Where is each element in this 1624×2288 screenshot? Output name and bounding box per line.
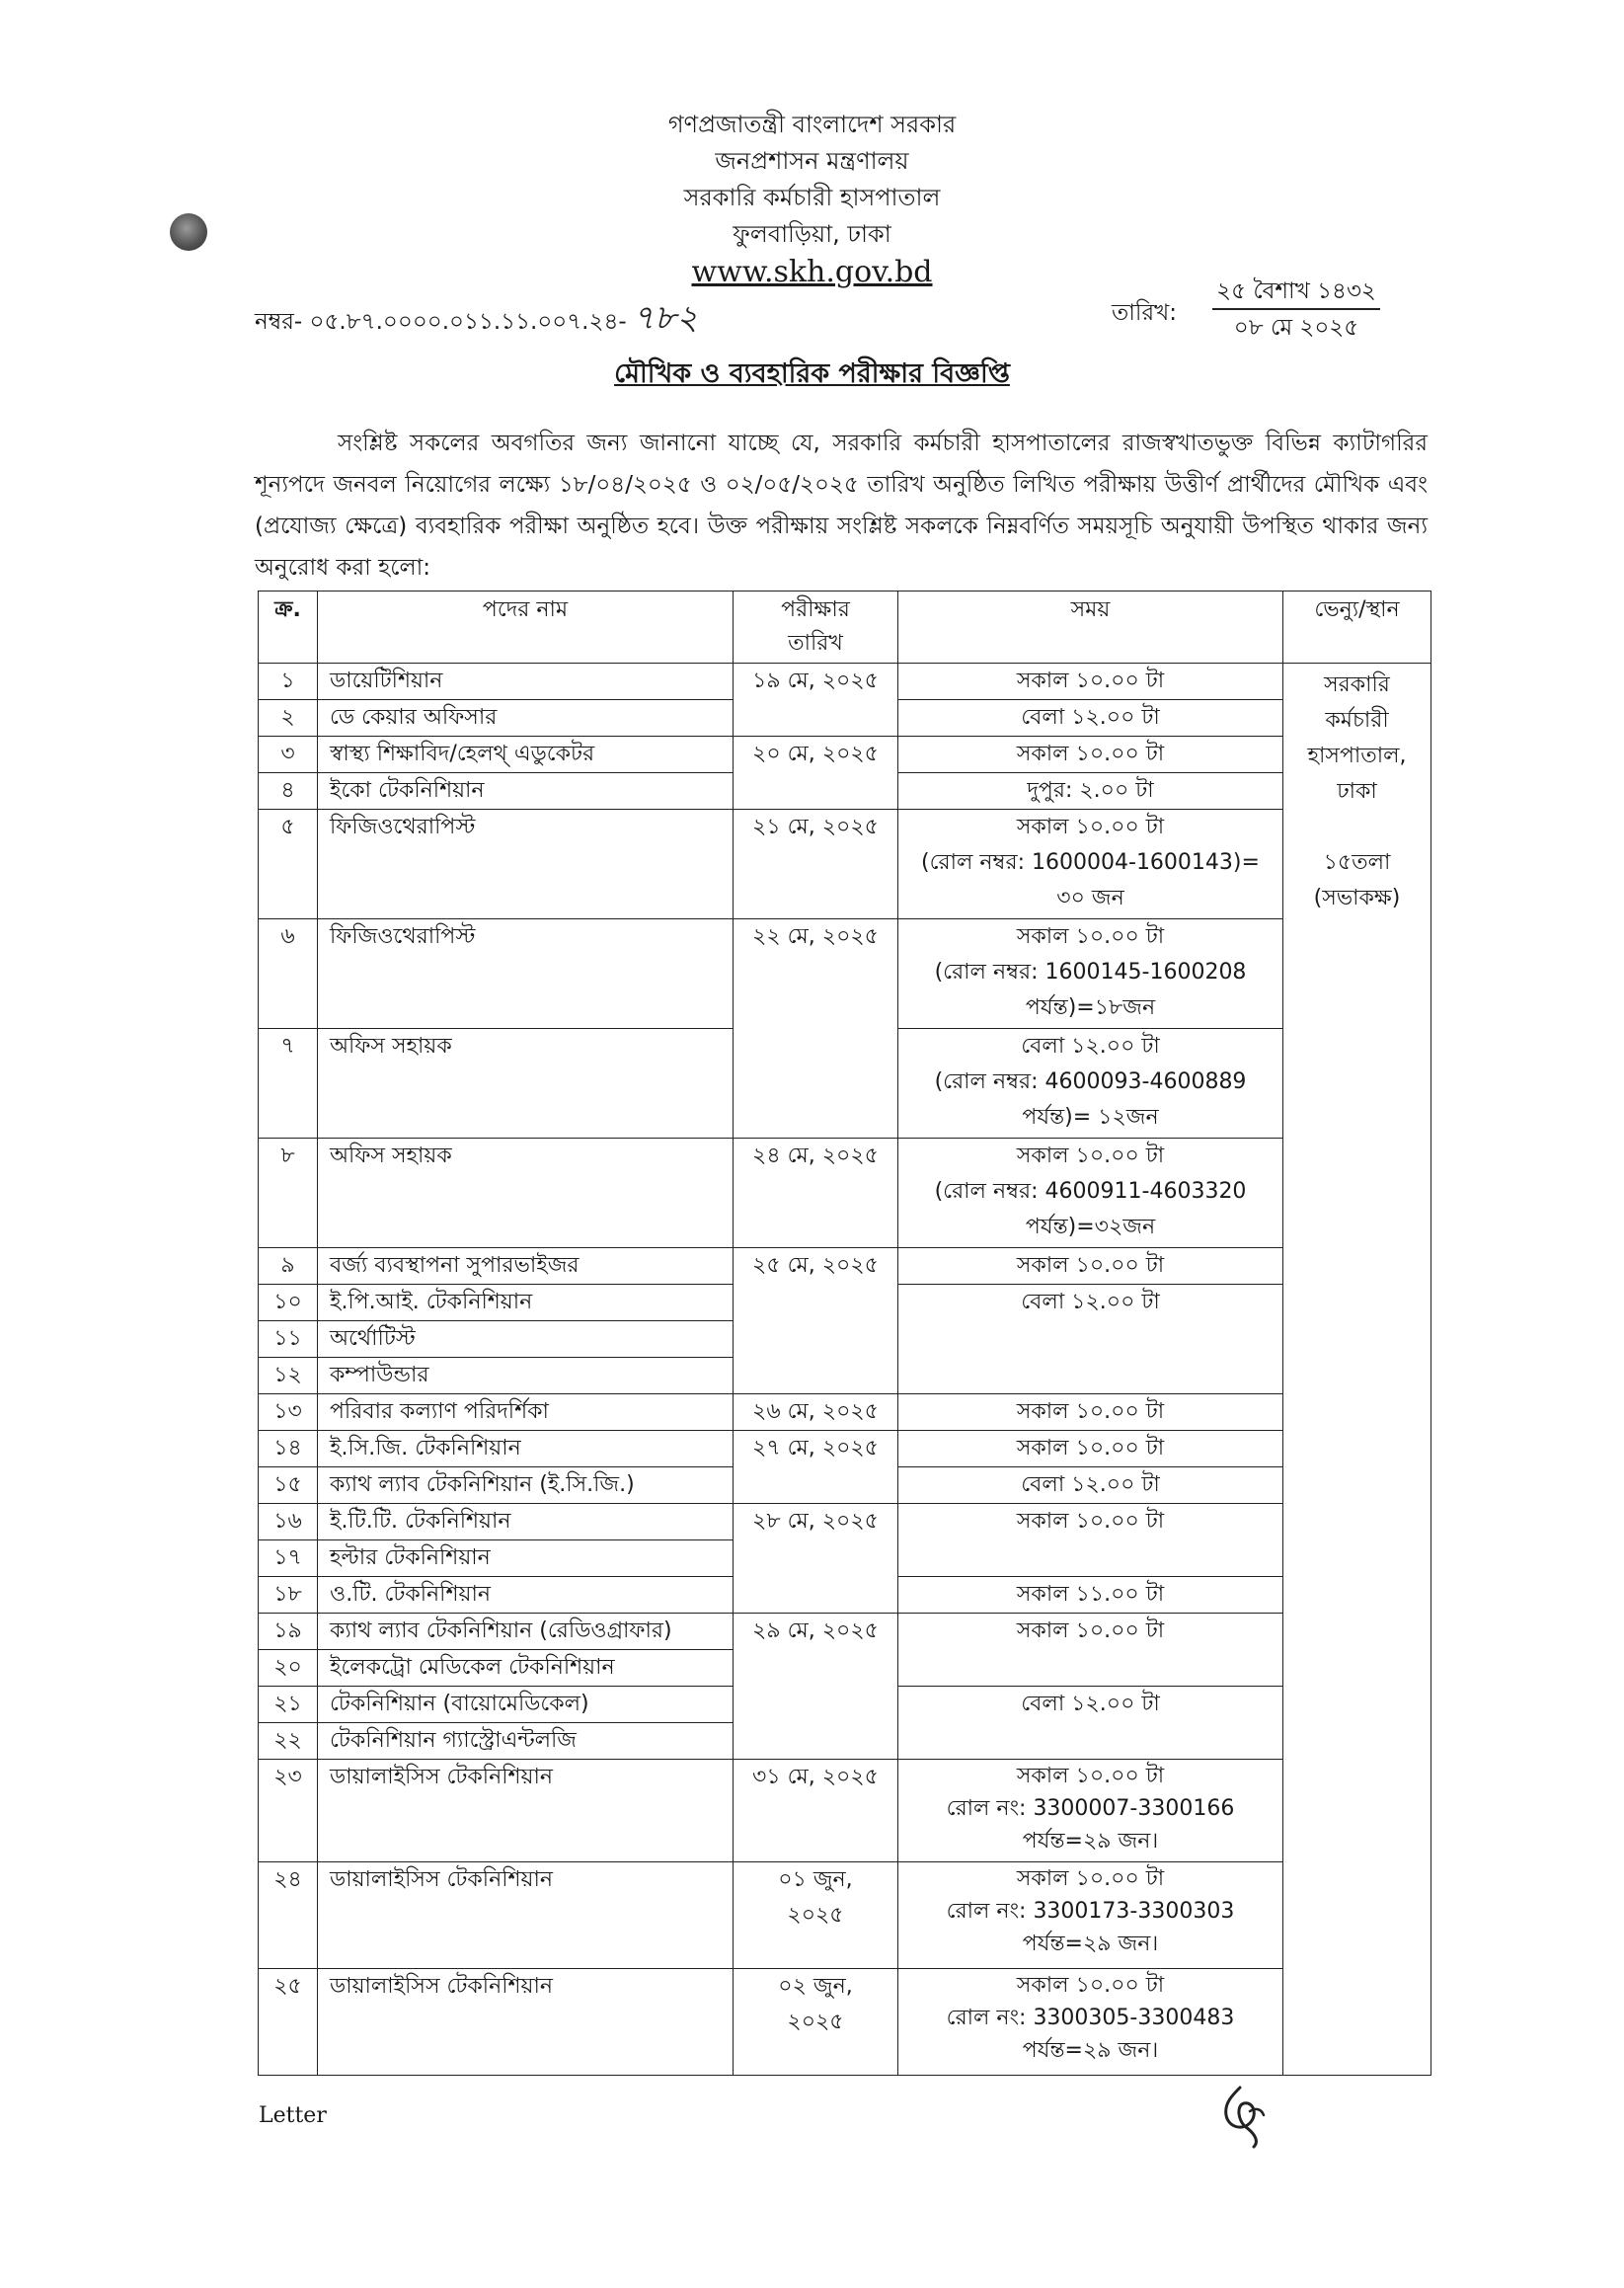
row-time: সকাল ১০.০০ টা (রোল নম্বর: 4600911-4603320 পর্যন্ত)=৩২জন: [898, 1139, 1283, 1248]
row-time: সকাল ১০.০০ টা রোল নং: 3300007-3300166 পর্যন্ত=২৯ জন।: [898, 1760, 1283, 1862]
table-row: [259, 1504, 1431, 1540]
venue-line: ১৫তলা: [1323, 850, 1391, 875]
notice-title: মৌখিক ও ব্যবহারিক পরীক্ষার বিজ্ঞপ্তি: [614, 358, 1010, 389]
row-date: ২১ মে, ২০২৫: [734, 810, 898, 919]
date-label: তারিখ:: [1112, 300, 1178, 326]
row-post: অফিস সহায়ক: [318, 1139, 734, 1248]
row-time: সকাল ১০.০০ টা: [898, 1394, 1283, 1431]
intro-text: সংশ্লিষ্ট সকলের অবগতির জন্য জানানো যাচ্ছে যে, সরকারি কর্মচারী হাসপাতালের রাজস্বখাতভুক্ত বিভিন্ন ক্যাটাগরির শূন্যপদে জনবল নিয়োগের লক্ষ্যে ১৮/০৪/২০২৫ ও ০২/০৫/২০২৫ তারিখ অনুষ্ঠিত লিখিত পরীক্ষায় উত্তীর্ণ প্রার্থীদের মৌখিক এবং (প্রযোজ্য ক্ষেত্রে) ব্যবহারিক পরীক্ষা অনুষ্ঠিত হবে। উক্ত পরীক্ষায় সংশ্লিষ্ট সকলকে নিম্নবর্ণিত সময়সূচি অনুযায়ী উপস্থিত থাকার জন্য অনুরোধ করা হলো:: [255, 431, 1428, 581]
table-row: [259, 1614, 1431, 1650]
table-row: [259, 1394, 1431, 1431]
letterhead: [0, 107, 1624, 290]
table-row: [259, 919, 1431, 1029]
table-row: [259, 1431, 1431, 1467]
row-post: পরিবার কল্যাণ পরিদর্শিকা: [318, 1394, 734, 1431]
venue-line: ঢাকা: [1337, 779, 1377, 804]
table-row: [259, 1139, 1431, 1248]
row-time: বেলা ১২.০০ টা: [898, 1467, 1283, 1504]
website-link[interactable]: www.skh.gov.bd: [691, 255, 933, 289]
row-date: ২৮ মে, ২০২৫: [734, 1504, 898, 1614]
row-time: সকাল ১১.০০ টা: [898, 1577, 1283, 1614]
row-post: স্বাস্থ্য শিক্ষাবিদ/হেলথ্ এডুকেটর: [318, 737, 734, 773]
row-sl: ৪: [259, 773, 318, 810]
row-post: ফিজিওথেরাপিস্ট: [318, 810, 734, 919]
row-post: ডায়ালাইসিস টেকনিশিয়ান: [318, 1760, 734, 1862]
row-date: ২৫ মে, ২০২৫: [734, 1248, 898, 1394]
row-post: ফিজিওথেরাপিস্ট: [318, 919, 734, 1029]
row-time: সকাল ১০.০০ টা রোল নং: 3300173-3300303 পর্যন্ত=২৯ জন।: [898, 1862, 1283, 1969]
row-post: ইলেকট্রো মেডিকেল টেকনিশিয়ান: [318, 1650, 734, 1687]
date-block: [1212, 275, 1380, 346]
row-sl: ১৫: [259, 1467, 318, 1504]
row-date: ১৯ মে, ২০২৫: [734, 664, 898, 737]
footer-letter: Letter: [259, 2103, 327, 2128]
row-time: সকাল ১০.০০ টা রোল নং: 3300305-3300483 পর্যন্ত=২৯ জন।: [898, 1969, 1283, 2076]
row-sl: ১: [259, 664, 318, 700]
memo-handwritten-number: ৭৮২: [632, 298, 698, 338]
row-post: অর্থোটিস্ট: [318, 1321, 734, 1358]
row-date: ২৬ মে, ২০২৫: [734, 1394, 898, 1431]
header-time: সময়: [898, 592, 1283, 664]
row-sl: ২০: [259, 1650, 318, 1687]
date-english: ০৮ মে ২০২৫: [1233, 315, 1359, 341]
row-sl: ৩: [259, 737, 318, 773]
row-sl: ১২: [259, 1358, 318, 1394]
row-time: বেলা ১২.০০ টা: [898, 700, 1283, 737]
row-sl: ৫: [259, 810, 318, 919]
row-post: ডায়েটিশিয়ান: [318, 664, 734, 700]
header-post: পদের নাম: [318, 592, 734, 664]
row-sl: ১১: [259, 1321, 318, 1358]
header-sl: ক্র.: [259, 592, 318, 664]
row-post: ও.টি. টেকনিশিয়ান: [318, 1577, 734, 1614]
schedule-table: [258, 591, 1431, 2076]
table-row: [259, 810, 1431, 919]
row-post: ডে কেয়ার অফিসার: [318, 700, 734, 737]
row-post: হল্টার টেকনিশিয়ান: [318, 1540, 734, 1577]
row-post: ডায়ালাইসিস টেকনিশিয়ান: [318, 1969, 734, 2076]
govt-name: গণপ্রজাতন্ত্রী বাংলাদেশ সরকার: [667, 111, 957, 138]
header-date: পরীক্ষার তারিখ: [734, 592, 898, 664]
row-date: ০২ জুন, ২০২৫: [734, 1969, 898, 2076]
ministry-name: জনপ্রশাসন মন্ত্রণালয়: [715, 147, 909, 175]
row-post: টেকনিশিয়ান (বায়োমেডিকেল): [318, 1687, 734, 1723]
row-sl: ২: [259, 700, 318, 737]
row-sl: ৯: [259, 1248, 318, 1285]
row-time: সকাল ১০.০০ টা: [898, 1431, 1283, 1467]
row-sl: ১৭: [259, 1540, 318, 1577]
row-date: ০১ জুন, ২০২৫: [734, 1862, 898, 1969]
row-sl: ৮: [259, 1139, 318, 1248]
row-sl: ১৬: [259, 1504, 318, 1540]
memo-number-text: নম্বর- ০৫.৮৭.০০০০.০১১.১১.০০৭.২৪-: [255, 309, 627, 335]
row-post: ই.পি.আই. টেকনিশিয়ান: [318, 1285, 734, 1321]
row-time: সকাল ১০.০০ টা: [898, 1504, 1283, 1577]
row-sl: ১৪: [259, 1431, 318, 1467]
row-time: সকাল ১০.০০ টা: [898, 1248, 1283, 1285]
row-sl: ৭: [259, 1029, 318, 1139]
venue-line: (সভাকক্ষ): [1313, 886, 1401, 910]
row-sl: ২১: [259, 1687, 318, 1723]
table-row: [259, 1969, 1431, 2076]
signature: [1210, 2082, 1279, 2165]
row-post: বর্জ্য ব্যবস্থাপনা সুপারভাইজর: [318, 1248, 734, 1285]
venue-line: সরকারি: [1324, 672, 1390, 697]
row-sl: ১৩: [259, 1394, 318, 1431]
row-time: সকাল ১০.০০ টা (রোল নম্বর: 1600145-1600208 পর্যন্ত)=১৮জন: [898, 919, 1283, 1029]
row-date: ২২ মে, ২০২৫: [734, 919, 898, 1139]
row-post: ইকো টেকনিশিয়ান: [318, 773, 734, 810]
hospital-address: ফুলবাড়িয়া, ঢাকা: [733, 220, 891, 248]
venue-line: কর্মচারী: [1325, 708, 1389, 733]
row-date: ২৪ মে, ২০২৫: [734, 1139, 898, 1248]
row-date: ২৯ মে, ২০২৫: [734, 1614, 898, 1760]
date-bangla: ২৫ বৈশাখ ১৪৩২: [1212, 275, 1380, 310]
row-post: কম্পাউন্ডার: [318, 1358, 734, 1394]
table-row: [259, 1760, 1431, 1862]
row-sl: ২৫: [259, 1969, 318, 2076]
intro-paragraph: [255, 423, 1428, 589]
row-time: সকাল ১০.০০ টা: [898, 1614, 1283, 1687]
row-sl: ৬: [259, 919, 318, 1029]
row-time: সকাল ১০.০০ টা: [898, 664, 1283, 700]
row-date: ৩১ মে, ২০২৫: [734, 1760, 898, 1862]
table-row: [259, 1862, 1431, 1969]
row-date: ২৭ মে, ২০২৫: [734, 1431, 898, 1504]
row-time: সকাল ১০.০০ টা (রোল নম্বর: 1600004-1600143)= ৩০ জন: [898, 810, 1283, 919]
memo-number: [255, 292, 698, 349]
row-post: ই.টি.টি. টেকনিশিয়ান: [318, 1504, 734, 1540]
hospital-name: সরকারি কর্মচারী হাসপাতাল: [683, 184, 941, 211]
row-time: দুপুর: ২.০০ টা: [898, 773, 1283, 810]
venue-cell: [1283, 664, 1431, 2076]
row-time: সকাল ১০.০০ টা: [898, 737, 1283, 773]
table-row: [259, 737, 1431, 773]
row-post: অফিস সহায়ক: [318, 1029, 734, 1139]
row-post: ডায়ালাইসিস টেকনিশিয়ান: [318, 1862, 734, 1969]
row-sl: ২২: [259, 1723, 318, 1760]
table-header-row: [259, 592, 1431, 664]
row-sl: ১৯: [259, 1614, 318, 1650]
row-sl: ১০: [259, 1285, 318, 1321]
row-sl: ২৪: [259, 1862, 318, 1969]
row-post: ক্যাথ ল্যাব টেকনিশিয়ান (ই.সি.জি.): [318, 1467, 734, 1504]
row-post: টেকনিশিয়ান গ্যাস্ট্রোএন্টলজি: [318, 1723, 734, 1760]
row-post: ক্যাথ ল্যাব টেকনিশিয়ান (রেডিওগ্রাফার): [318, 1614, 734, 1650]
row-time: বেলা ১২.০০ টা (রোল নম্বর: 4600093-4600889 পর্যন্ত)= ১২জন: [898, 1029, 1283, 1139]
header-venue: ভেন্যু/স্থান: [1283, 592, 1431, 664]
table-row: [259, 1248, 1431, 1285]
row-sl: ১৮: [259, 1577, 318, 1614]
venue-line: হাসপাতাল,: [1307, 744, 1407, 768]
row-date: ২০ মে, ২০২৫: [734, 737, 898, 810]
row-time: বেলা ১২.০০ টা: [898, 1687, 1283, 1760]
row-sl: ২৩: [259, 1760, 318, 1862]
signature-mark: [1210, 2082, 1279, 2151]
row-post: ই.সি.জি. টেকনিশিয়ান: [318, 1431, 734, 1467]
row-time: বেলা ১২.০০ টা: [898, 1285, 1283, 1394]
table-row: [259, 664, 1431, 700]
